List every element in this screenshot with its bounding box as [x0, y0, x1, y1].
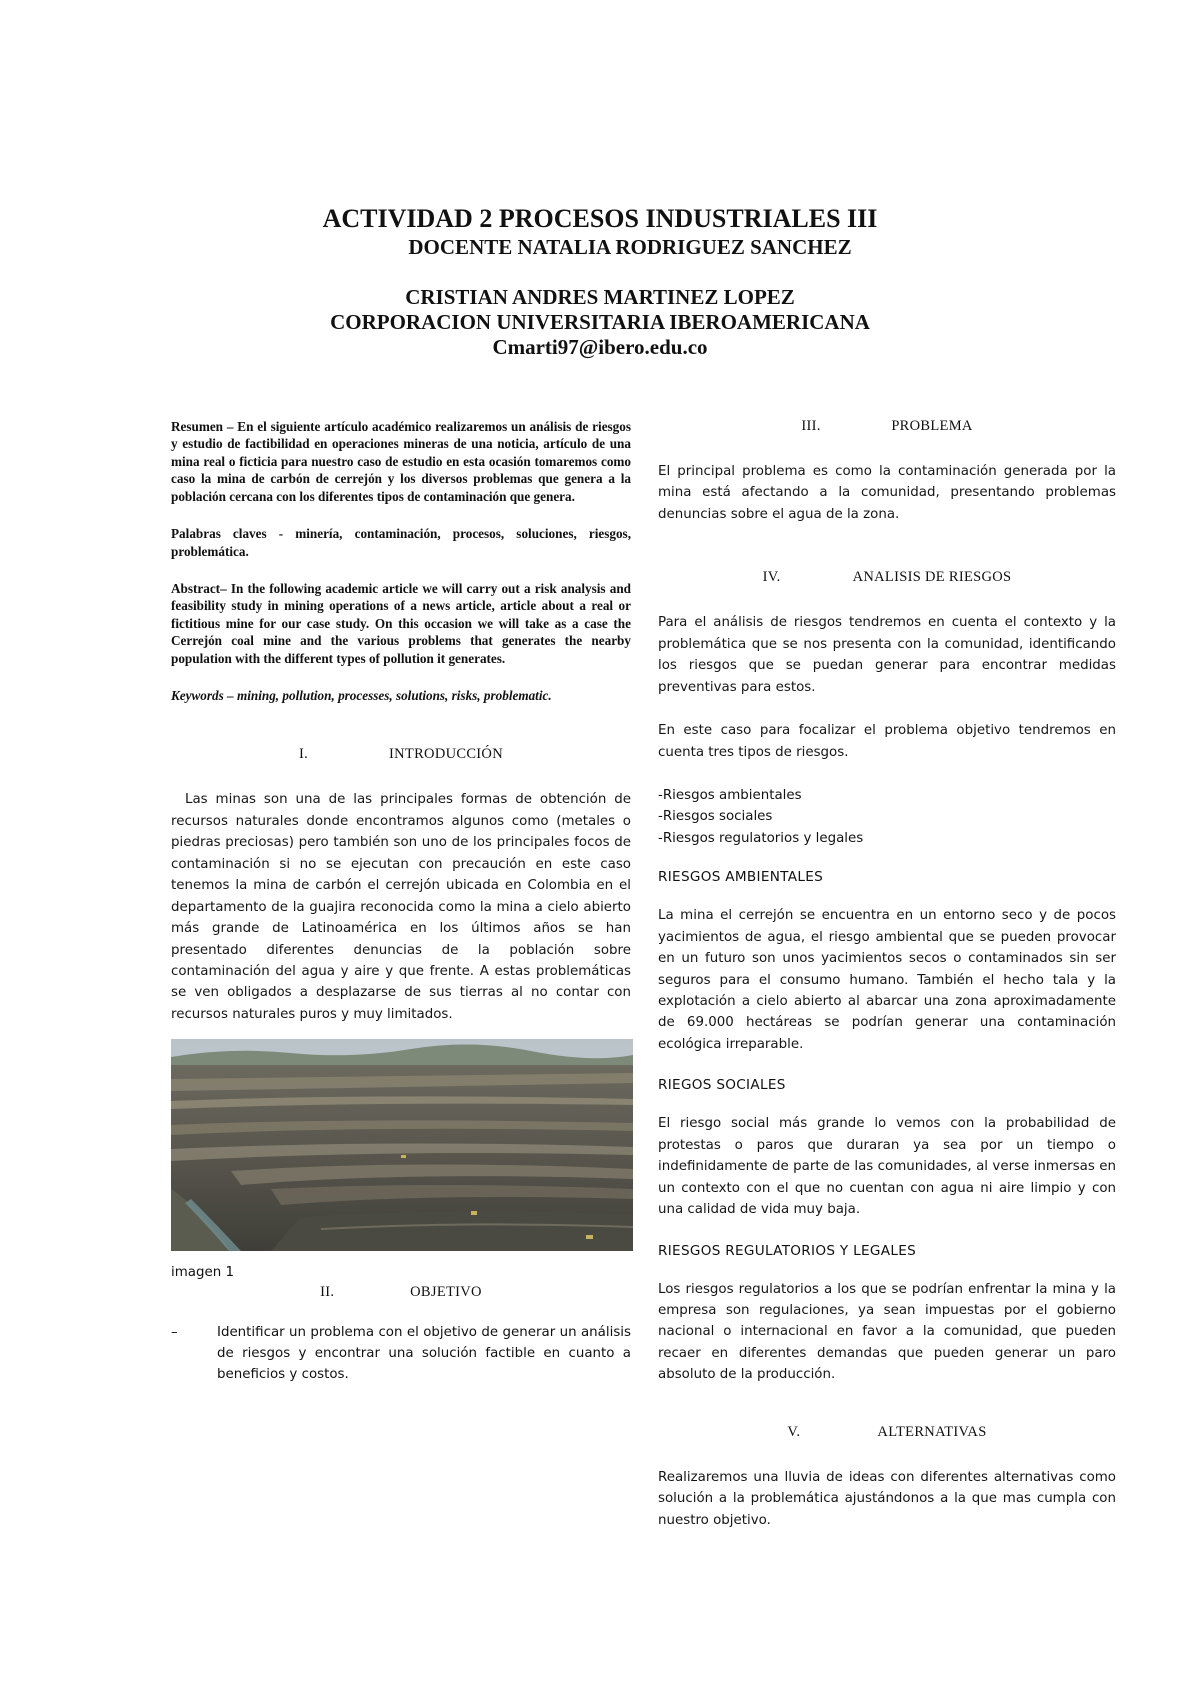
heading-number: V.: [787, 1423, 801, 1440]
title-block: [0, 204, 1200, 360]
docente-line: DOCENTE NATALIA RODRIGUEZ SANCHEZ: [408, 234, 852, 259]
heading-problema: [658, 418, 1116, 435]
heading-introduccion: [171, 746, 631, 763]
riesgos-paragraph-2: En este caso para focalizar el problema objetivo tendremos en cuenta tres tipos de riesgos.: [658, 723, 1116, 760]
heading-text: ANALISIS DE RIESGOS: [852, 569, 1012, 586]
riesgos-paragraph-1: Para el análisis de riesgos tendremos en cuenta el contexto y la problemática que se nos presenta con la comunidad, identificando los riesgos que se puedan generar para encontrar medidas preventivas para estos.: [658, 615, 1116, 695]
intro-paragraph: Las minas son una de las principales formas de obtención de recursos naturales donde encontramos algunos como (metales o piedras preciosas) pero también son uno de los principales focos de contaminación si no se ejecutan con precaución en este caso tenemos la mina de carbón el cerrejón ubicada en Colombia en el departamento de la guajira reconocida como la mina a cielo abierto más grande de Latinoamérica en los últimos años se han presentado diferentes denuncias de la población sobre contaminación del agua y aire y que frente. A estas problemáticas se ven obligados a desplazarse de sus tierras al no contar con recursos naturales puros y muy limitados.: [171, 792, 631, 1022]
heading-text: ALTERNATIVAS: [877, 1423, 987, 1440]
objetivo-text: Identificar un problema con el objetivo de generar un análisis de riesgos y encontrar una solución factible en cuanto a beneficios y costos.: [217, 1325, 631, 1382]
author-email: Cmarti97@ibero.edu.co: [492, 334, 708, 359]
alternativas-paragraph: Realizaremos una lluvia de ideas con diferentes alternativas como solución a la problemática ajustándonos a la que mas cumpla con nuestro objetivo.: [658, 1469, 1116, 1528]
heading-number: III.: [801, 418, 821, 434]
left-column: [171, 418, 631, 1386]
heading-text: INTRODUCCIÓN: [389, 746, 503, 763]
regulatorios-paragraph: Los riesgos regulatorios a los que se podrían enfrentar la mina y la empresa son regulaciones, ya sean impuestas por el gobierno nacional o internacional en favor a la comunidad, que pueden recaer en diferentes demandas que pueden generar un paro absoluto de la producción.: [658, 1281, 1116, 1383]
objetivo-bullet-item: [171, 1323, 631, 1385]
palabras-claves: Palabras claves - minería, contaminación, procesos, soluciones, riesgos, problemática.: [171, 526, 631, 559]
author-name: CRISTIAN ANDRES MARTINEZ LOPEZ: [405, 285, 795, 310]
list-item: -Riesgos ambientales: [658, 787, 802, 803]
riesgos-list: [658, 785, 1116, 849]
paper-title: ACTIVIDAD 2 PROCESOS INDUSTRIALES III: [322, 204, 878, 233]
heading-number: II.: [320, 1284, 335, 1301]
list-item: -Riesgos regulatorios y legales: [658, 830, 864, 846]
subheading-sociales: RIEGOS SOCIALES: [658, 1077, 786, 1094]
right-column: [658, 418, 1116, 1553]
image-caption: imagen 1: [171, 1265, 234, 1281]
heading-number: I.: [299, 746, 309, 763]
sociales-paragraph: El riesgo social más grande lo vemos con la probabilidad de protestas o paros que duraran ya sea por un tiempo o indefinidamente de parte de las comunidades, al verse inmersas en un contexto con el que no cuentan con agua ni aire limpio y con una calidad de vida muy baja.: [658, 1116, 1116, 1218]
list-item: -Riesgos sociales: [658, 809, 773, 825]
institution-name: CORPORACION UNIVERSITARIA IBEROAMERICANA: [330, 310, 870, 335]
heading-text: PROBLEMA: [891, 418, 973, 434]
dash-bullet: –: [171, 1325, 178, 1341]
heading-analisis-riesgos: [658, 569, 1116, 586]
heading-objetivo: [171, 1284, 631, 1301]
heading-text: OBJETIVO: [410, 1284, 482, 1301]
subheading-ambientales: RIESGOS AMBIENTALES: [658, 869, 824, 886]
ambientales-paragraph: La mina el cerrejón se encuentra en un entorno seco y de pocos yacimientos de agua, el riesgo ambiental que se pueden provocar en un futuro son unos yacimientos secos o contaminados sin ser seguros para el consumo humano. También el hecho tala y la explotación a cielo abierto al abarcar una zona aproximadamente de 69.000 hectáreas se podrían generar una contaminación ecológica irreparable.: [658, 908, 1116, 1052]
subheading-regulatorios: RIESGOS REGULATORIOS Y LEGALES: [658, 1242, 917, 1259]
abstract-english: Abstract– In the following academic article we will carry out a risk analysis and feasibility study in mining operations of a news article, article about a real or fictitious mine for our case study. On this occasion we will take as a case the Cerrejón coal mine and the various problems that generates the nearby population with the different types of pollution it generates.: [171, 580, 631, 666]
heading-number: IV.: [762, 569, 781, 586]
mine-photo: [171, 1039, 633, 1251]
keywords-english: Keywords – mining, pollution, processes, solutions, risks, problematic.: [171, 688, 552, 704]
heading-alternativas: [658, 1424, 1116, 1441]
problema-paragraph: El principal problema es como la contaminación generada por la mina está afectando a la comunidad, presentando problemas denuncias sobre el agua de la zona.: [658, 464, 1116, 522]
resumen-paragraph: Resumen – En el siguiente artículo académico realizaremos un análisis de riesgos y estudio de factibilidad en operaciones mineras de una noticia, artículo de una mina real o ficticia para nuestro caso de estudio en esta ocasión tomaremos como caso la mina de carbón de cerrejón y los diversos problemas que genera a la población cercana con los diferentes tipos de contaminación que genera.: [171, 419, 631, 504]
